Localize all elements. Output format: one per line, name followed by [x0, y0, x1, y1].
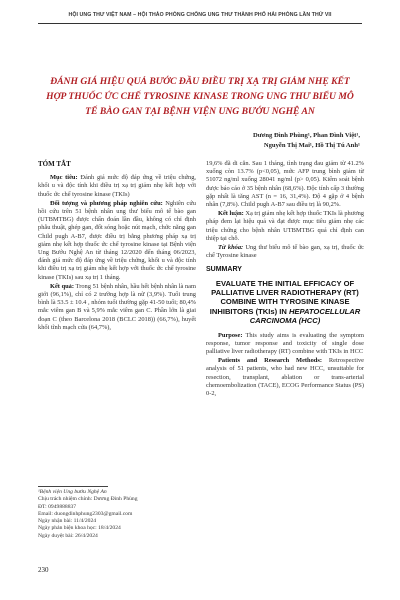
summary-heading: SUMMARY	[206, 266, 242, 274]
footnote-reviewed: Ngày phản biện khoa học: 18/4/2024	[38, 525, 121, 532]
purpose-text: This study aims is evaluating the symptom response, tumor response and toxicity of single dose palliative liver radiotherapy (RT) combine with TKIs in HCC	[206, 331, 364, 356]
goal-text: Đánh giá mức độ đáp ứng về triệu chứng, khối u và độc tính khi điều trị xạ trị giảm nhẹ kết hợp với thuốc ức chế tyrosine kinase (TKIs)	[38, 174, 196, 198]
goal-label: Mục tiêu:	[50, 174, 78, 182]
method-label: Đối tượng và phương pháp nghiên cứu:	[50, 199, 163, 207]
left-column	[38, 160, 196, 333]
conclusion-paragraph	[206, 210, 364, 243]
english-title-italic: HEPATOCELLULAR CARCINOMA (HCC)	[249, 306, 361, 326]
purpose-paragraph	[206, 332, 364, 357]
author-line-1: Dương Đình Phùng¹, Phan Đình Việt¹,	[252, 132, 360, 139]
method-paragraph	[38, 200, 196, 282]
footnote-affiliation: ¹Bệnh viện Ung bướu Nghệ An	[38, 489, 107, 495]
goal-paragraph	[38, 174, 196, 199]
keywords-label: Từ khóa:	[218, 244, 244, 252]
purpose-label: Purpose:	[218, 331, 243, 339]
patients-methods-label: Patients and Research Methods:	[218, 357, 322, 365]
method-text: Nghiên cứu hồi cứu trên 51 bệnh nhân ung thư biểu mô tế bào gan (UTBMTBG) được chẩn đoán lần đầu, không có chỉ định phẫu thuật, ghép gan, đốt sóng hoặc nút mạch, chức năng gan Child pugh A-B7, được điều trị bằng phương pháp xạ trị giảm nhẹ kết hợp thuốc ức chế tyrosine kinase tại Bệnh viện Ung Bướu Nghệ An từ tháng 12/2020 đến tháng 06/2023, đánh giá mức độ đáp ứng về triệu chứng, khối u và độc tính khi điều trị xạ trị giảm nhẹ kết hợp với thuốc ức chế tyrosine kinase (TKIs) sau xạ trị 1 tháng.	[38, 199, 196, 281]
keywords-paragraph	[206, 244, 364, 260]
result-label: Kết quả:	[50, 282, 75, 290]
result-continued: 19,6% đã di căn. Sau 1 tháng, tình trạng đau giảm từ 41.2% xuống còn 13.7% (p<0,05), mức AFP trung bình giảm từ 51072 ng/ml xuống 28041 ng/ml (p> 0,05). Kiểm soát bệnh được báo cáo ở 35 bệnh nhân (68,6%). Độc tính cấp 3 thường gặp nhất là tăng AST (n = 16, 31,4%). Độ 4 gặp ở 4 bệnh nhân (7,8%). Child pugh A-B7 sau điều trị là 90,2%.	[206, 160, 364, 209]
right-column	[206, 160, 364, 399]
result-paragraph	[38, 283, 196, 332]
patients-methods-paragraph	[206, 357, 364, 398]
journal-header: HỘI UNG THƯ VIỆT NAM – HỘI THẢO PHÒNG CHỐNG UNG THƯ THÀNH PHỐ HẢI PHÒNG LẦN THỨ VII	[38, 12, 362, 24]
page-number: 230	[38, 566, 49, 574]
english-title-main: EVALUATE THE INITIAL EFFICACY OF PALLIATIVE LIVER RADIOTHERAPY (RT) COMBINE WITH TYROSINE KINASE INHIBITORS (TKIs) IN	[209, 278, 359, 316]
article-title: ĐÁNH GIÁ HIỆU QUẢ BƯỚC ĐẦU ĐIỀU TRỊ XẠ TRỊ GIẢM NHẸ KẾT HỢP THUỐC ỨC CHẾ TYROSINE KINASE TRONG UNG THƯ BIỂU MÔ TẾ BÀO GAN TẠI BỆNH VIỆN UNG BƯỚU NGHỆ AN	[46, 76, 354, 117]
footnote	[38, 486, 196, 540]
footnote-phone: ĐT: 0949888837	[38, 503, 77, 510]
english-title	[206, 279, 364, 326]
footnote-responsible: Chịu trách nhiệm chính: Dương Đình Phùng	[38, 496, 138, 503]
footnote-divider	[38, 486, 108, 487]
abstract-heading: TÓM TẮT	[38, 160, 71, 168]
footnote-email: Email: duongdinhphung2303@gmail.com	[38, 510, 133, 517]
footnote-approved: Ngày duyệt bài: 26/4/2024	[38, 532, 98, 539]
result-text: Trong 51 bệnh nhân, hầu hết bệnh nhân là nam giới (96,1%), chỉ có 2 trường hợp là nữ (3,9%). Tuổi trung bình là 53.5 ± 10.4 , nhóm tuổi thường gặp 41-50 tuổi; 80,4% mắc viêm gan B và 5,9% mắc viêm gan C. Phần lớn là giai đoạn C (theo Barcelona 2018 (BCLC 2018)) (66,7%), huyết khối tĩnh mạch cửa (64,7%),	[38, 282, 196, 331]
footnote-received: Ngày nhận bài: 11/4/2024	[38, 518, 97, 525]
conclusion-label: Kết luận:	[218, 210, 244, 218]
keywords-text: Ung thư biểu mô tế bào gan, xạ trị, thuốc ức chế Tyrosine kinase	[206, 244, 364, 260]
patients-methods-text: Retrospective analysis of 51 patients, who had new HCC, unsuitable for resection, transplant, ablation or trans-arterial chemoembolization (TACE), ECOG Performance Status (PS) 0-2,	[206, 357, 365, 398]
author-line-2: Nguyễn Thị Mai¹, Hồ Thị Tú Anh¹	[263, 141, 360, 149]
author-list	[200, 131, 360, 150]
conclusion-text: Xạ trị giảm nhẹ kết hợp thuốc TKIs là phương pháp đem lại hiệu quả và đạt được mục tiêu giảm nhẹ các triệu chứng cho bệnh nhân UTBMTBG quá chỉ định can thiệp tại chỗ.	[206, 210, 364, 242]
